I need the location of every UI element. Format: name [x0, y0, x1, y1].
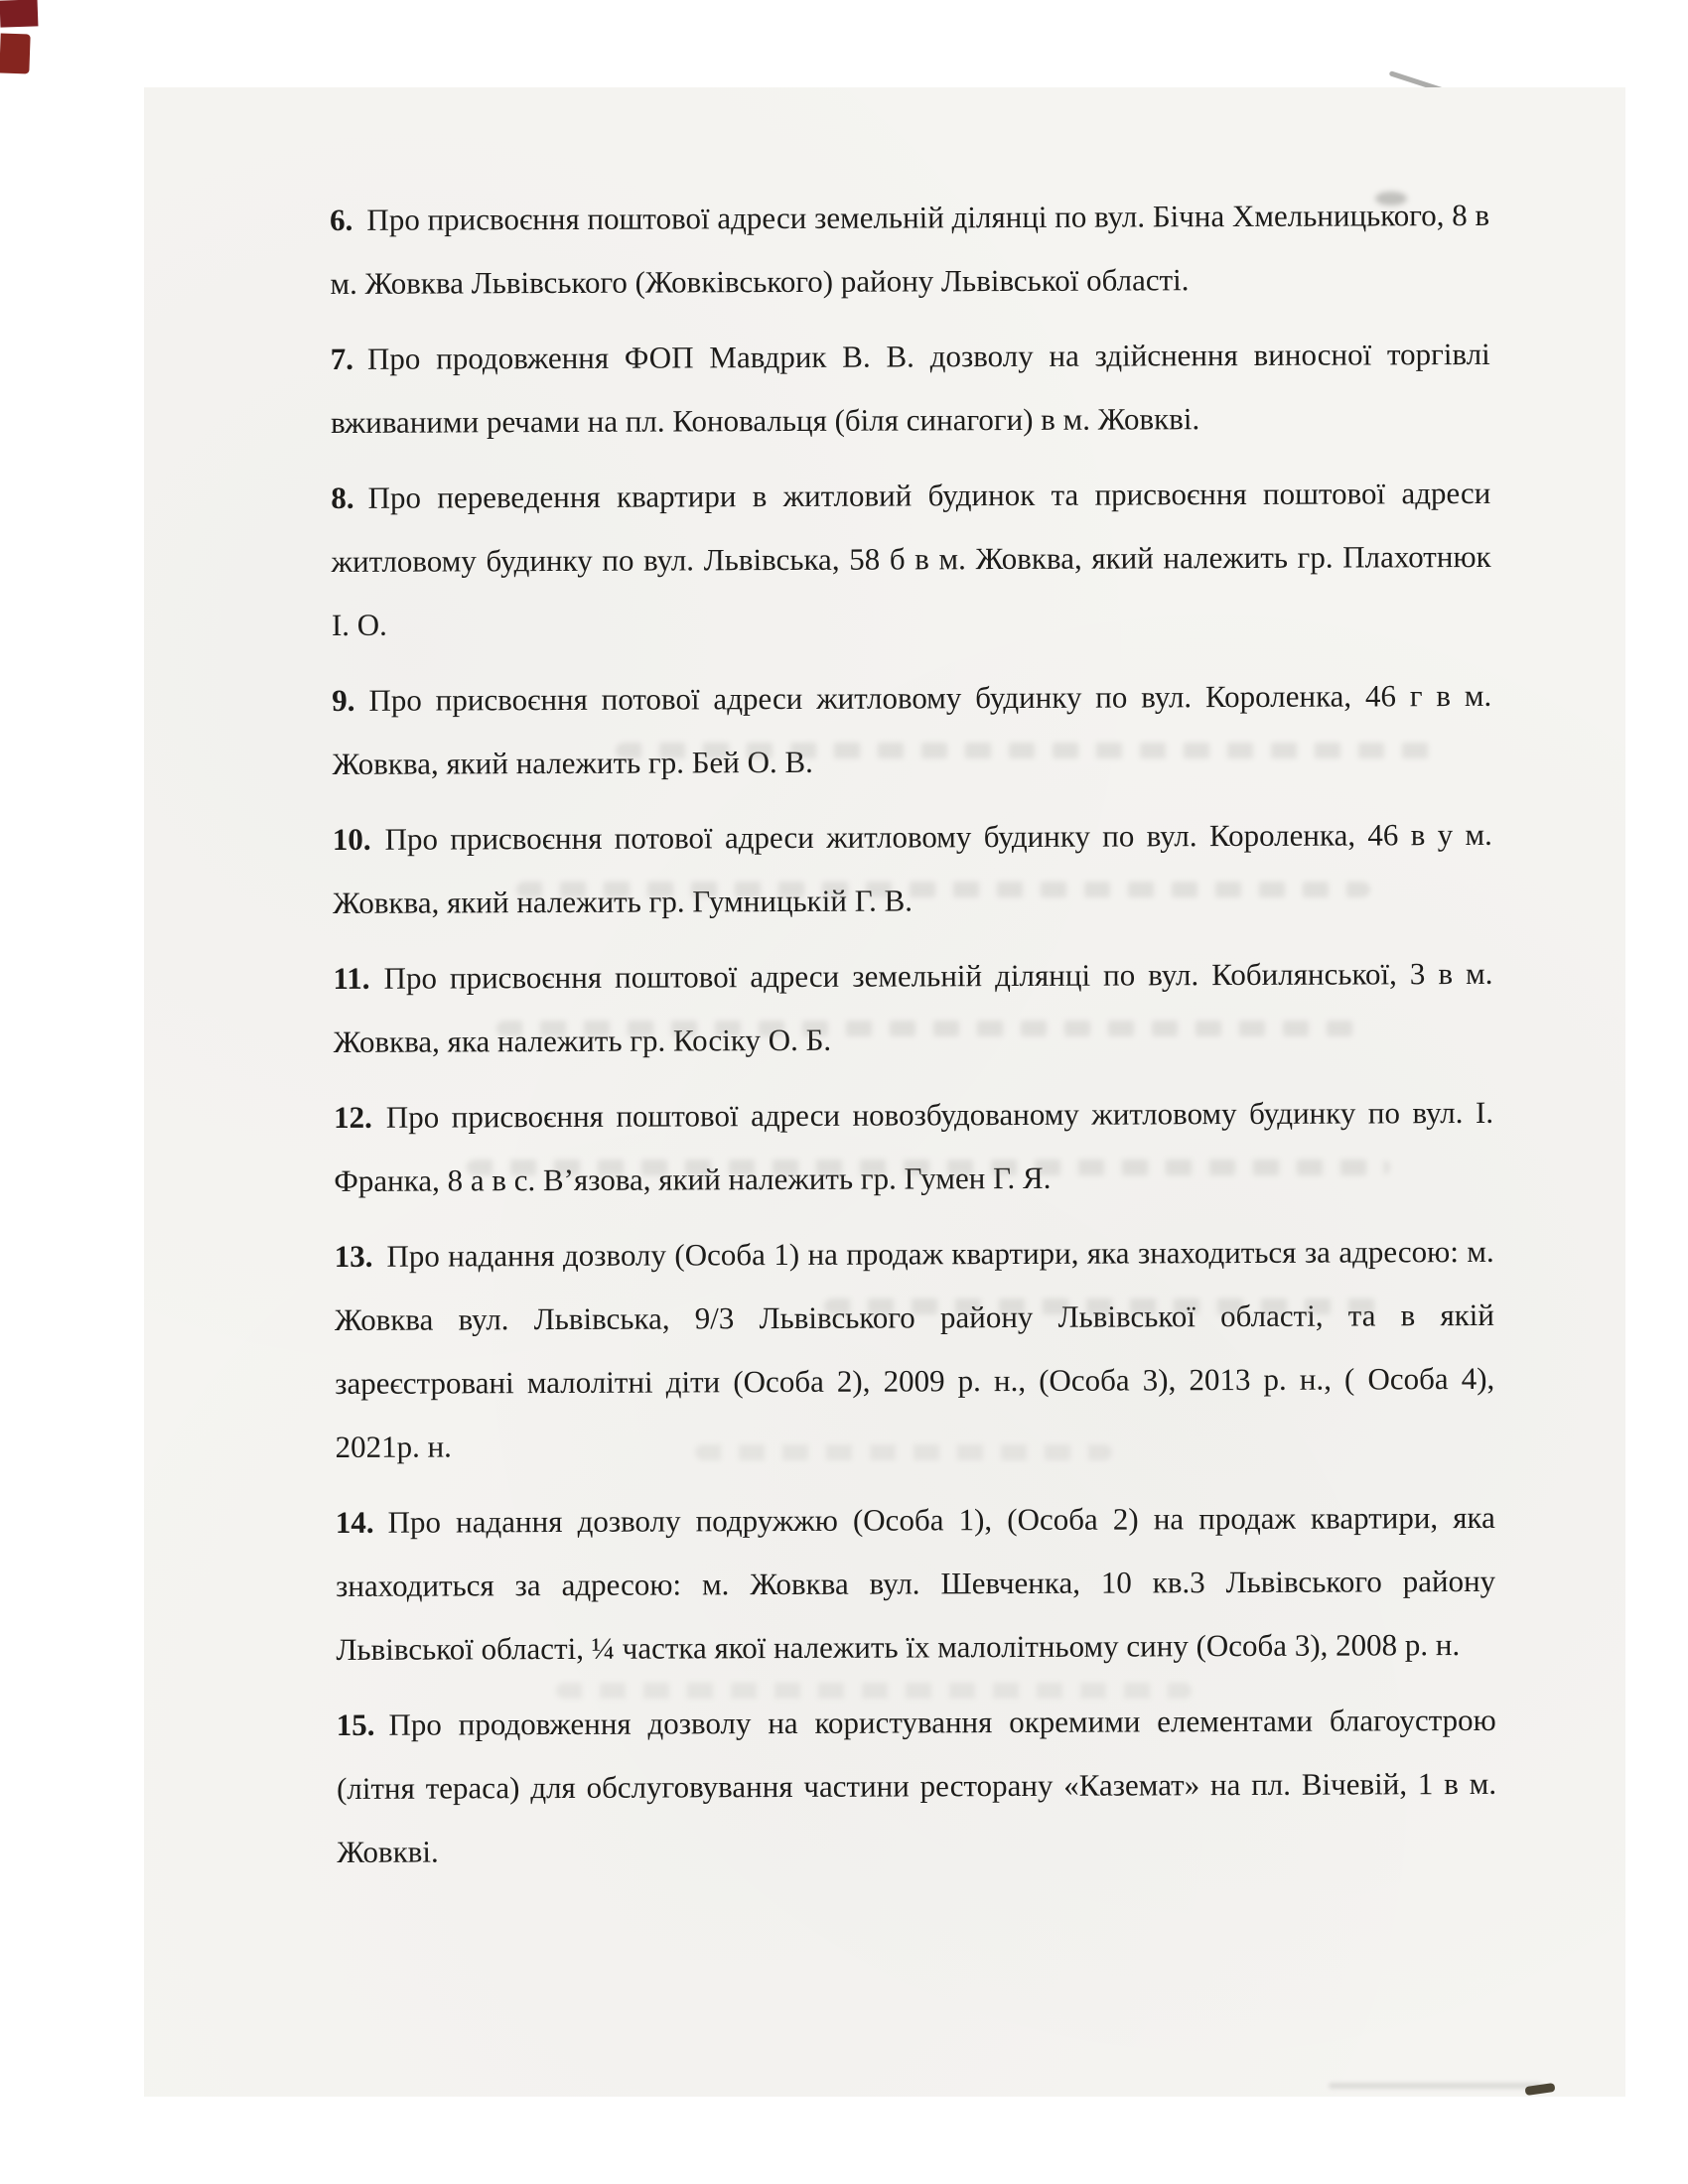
agenda-item — [333, 803, 1493, 935]
agenda-item — [330, 184, 1490, 316]
bleed-through-artifact — [556, 1683, 1192, 1699]
agenda-item-text: Про продовження ФОП Мавдрик В. В. дозволу на здійснення виносної торгівлі вживаними речами на пл. Коновальця (біля синагоги) в м. Жовкві. — [330, 336, 1490, 440]
agenda-item-text: Про присвоєння поштової адреси земельній ділянці по вул. Бічна Хмельницького, 8 в м. Жовква Львівського (Жовківського) району Львівської області. — [330, 197, 1490, 301]
agenda-item-text: Про присвоєння потової адреси житловому будинку по вул. Короленка, 46 г в м. Жовква, який належить гр. Бей О. В. — [332, 677, 1492, 781]
agenda-item — [334, 1081, 1494, 1213]
agenda-item-number: 8. — [331, 479, 354, 515]
agenda-item-text: Про присвоєння поштової адреси новозбудованому житловому будинку по вул. І. Франка, 8 а в с. В’язова, який належить гр. Гумен Г. Я. — [334, 1094, 1494, 1198]
agenda-item-number: 7. — [330, 341, 354, 376]
agenda-item-text: Про надання дозволу подружжю (Особа 1), (Особа 2) на продаж квартири, яка знаходиться за адресою: м. Жовква вул. Шевченка, 10 кв.3 Львівського району Львівської області, ¼ частка якої належить їх малолітньому сину (Особа 3), 2008 р. н. — [336, 1499, 1496, 1667]
agenda-item-text: Про продовження дозволу на користування окремими елементами благоустрою (літня тераса) для обслуговування частини ресторану «Каземат» на пл. Вічевій, 1 в м. Жовкві. — [336, 1702, 1497, 1869]
agenda-item — [332, 664, 1492, 796]
agenda-item-number: 9. — [332, 682, 355, 718]
bleed-through-artifact — [695, 1444, 1112, 1460]
bleed-through-artifact — [824, 1298, 1380, 1314]
agenda-item — [331, 323, 1491, 455]
agenda-item-number: 12. — [334, 1099, 372, 1135]
agenda-item-text: Про присвоєння поштової адреси земельній ділянці по вул. Кобилянської, 3 в м. Жовква, яка належить гр. Косіку О. Б. — [333, 955, 1493, 1059]
scan-artifact-smudge — [1329, 2083, 1542, 2089]
scan-artifact-red-mark — [0, 0, 38, 28]
bleed-through-artifact — [616, 743, 1440, 758]
agenda-item — [331, 462, 1491, 657]
agenda-item-number: 13. — [334, 1238, 373, 1274]
scan-edge-line — [127, 68, 1428, 77]
agenda-item — [336, 1486, 1496, 1682]
bleed-through-artifact — [467, 1160, 1390, 1175]
agenda-list — [330, 184, 1496, 1896]
agenda-item-number: 15. — [336, 1706, 375, 1742]
agenda-item — [335, 1220, 1495, 1479]
agenda-item-number: 11. — [333, 960, 370, 996]
agenda-item-number: 6. — [330, 202, 353, 237]
scan-artifact-red-mark — [0, 33, 31, 73]
agenda-item — [333, 942, 1493, 1074]
bleed-through-artifact — [516, 882, 1370, 897]
agenda-item — [337, 1689, 1497, 1884]
bleed-through-artifact — [496, 1021, 1370, 1036]
agenda-item-number: 10. — [332, 821, 371, 857]
agenda-item-text: Про переведення квартири в житловий будинок та присвоєння поштової адреси житловому будинку по вул. Львівська, 58 б в м. Жовква, який належить гр. Плахотнюк І. О. — [331, 475, 1491, 642]
agenda-item-text: Про присвоєння потової адреси житловому будинку по вул. Короленка, 46 в у м. Жовква, який належить гр. Гумницькій Г. В. — [333, 816, 1492, 920]
agenda-item-number: 14. — [335, 1504, 374, 1540]
agenda-item-text: Про надання дозволу (Особа 1) на продаж квартири, яка знаходиться за адресою: м. Жовква вул. Львівська, 9/3 Львівського району Львівської області, та в якій зареєстровані малолітні діти (Особа 2), 2009 р. н., (Особа 3), 2013 р. н., ( Особа 4), 2021р. н. — [334, 1233, 1495, 1464]
